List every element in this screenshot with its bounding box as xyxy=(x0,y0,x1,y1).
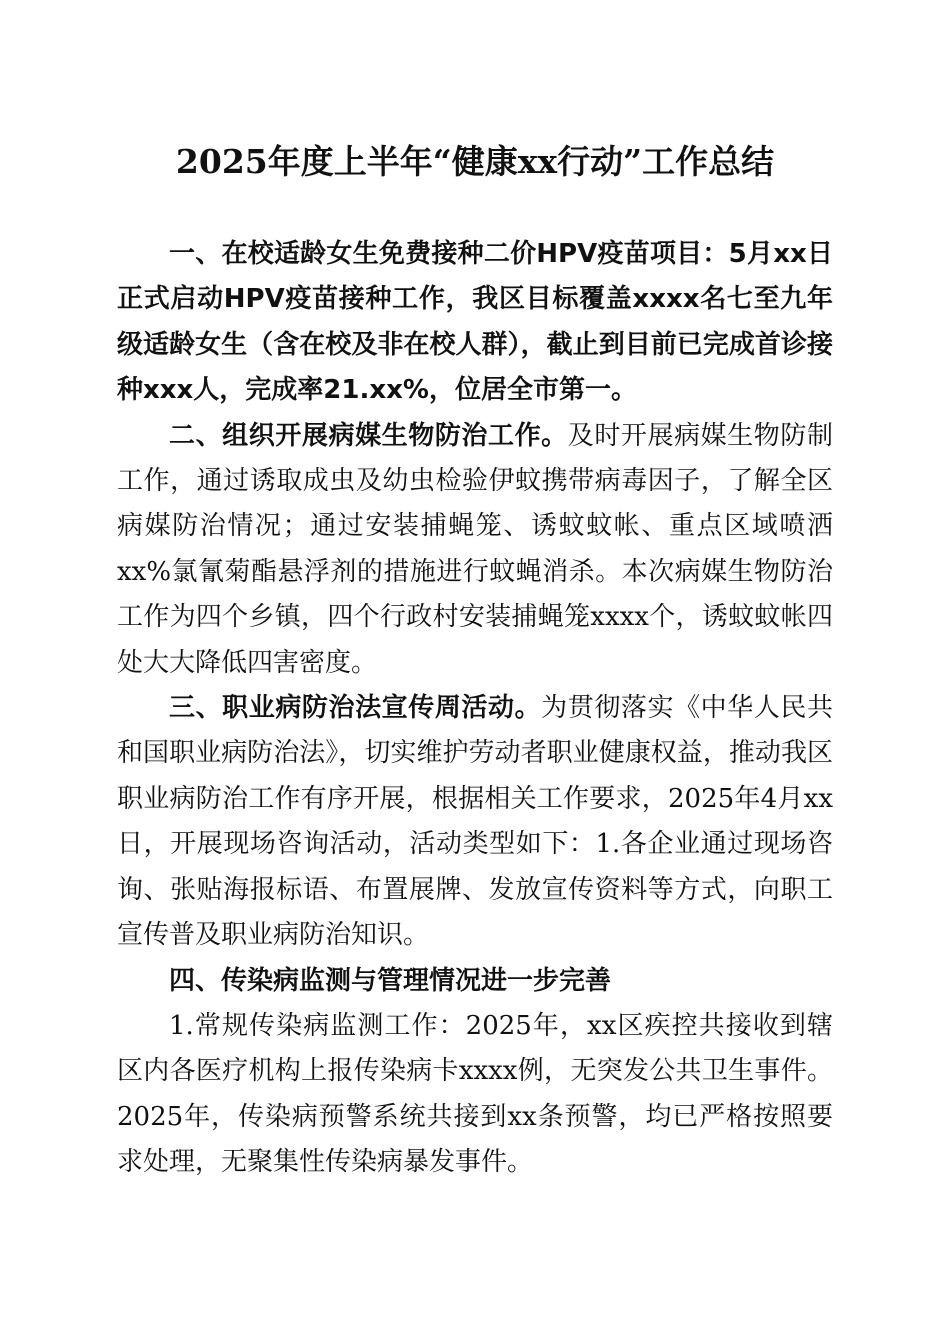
paragraph-hpv-vaccine xyxy=(117,232,833,414)
document-body xyxy=(117,232,833,1186)
paragraph-vector-control-text: 及时开展病媒生物防制工作，通过诱取成虫及幼虫检验伊蚊携带病毒因子，了解全区病媒防治情况；通过安装捕蝇笼、诱蚊蚊帐、重点区域喷洒xx%氯氰菊酯悬浮剂的措施进行蚊蝇消杀。本次病媒生物防治工作为四个乡镇，四个行政村安装捕蝇笼xxxx个，诱蚊蚊帐四处大大降低四害密度。 xyxy=(117,420,833,678)
paragraph-vector-control-heading: 二、组织开展病媒生物防治工作。 xyxy=(169,420,568,451)
paragraph-infectious-disease-heading xyxy=(117,959,833,1004)
paragraph-infectious-disease-monitoring-text: 1.常规传染病监测工作：2025年，xx区疾控共接收到辖区内各医疗机构上报传染病卡xxxx例，无突发公共卫生事件。2025年，传染病预警系统共接到xx条预警，均已严格按照要求处理，无聚集性传染病暴发事件。 xyxy=(117,1010,833,1178)
paragraph-vector-control xyxy=(117,414,833,686)
document-title: 2025年度上半年“健康xx行动”工作总结 xyxy=(175,142,775,181)
paragraph-occupational-disease xyxy=(117,686,833,958)
paragraph-hpv-vaccine-text: 一、在校适龄女生免费接种二价HPV疫苗项目：5月xx日正式启动HPV疫苗接种工作，我区目标覆盖xxxx名七至九年级适龄女生（含在校及非在校人群），截止到目前已完成首诊接种xxx人，完成率21.xx%，位居全市第一。 xyxy=(117,239,833,406)
paragraph-occupational-disease-text: 为贯彻落实《中华人民共和国职业病防治法》，切实维护劳动者职业健康权益，推动我区职业病防治工作有序开展，根据相关工作要求，2025年4月xx日，开展现场咨询活动，活动类型如下：1.各企业通过现场咨询、张贴海报标语、布置展牌、发放宣传资料等方式，向职工宣传普及职业病防治知识。 xyxy=(117,693,833,951)
section-four-heading: 四、传染病监测与管理情况进一步完善 xyxy=(169,965,612,996)
paragraph-occupational-disease-heading: 三、职业病防治法宣传周活动。 xyxy=(169,693,542,724)
paragraph-infectious-disease-monitoring xyxy=(117,1004,833,1186)
